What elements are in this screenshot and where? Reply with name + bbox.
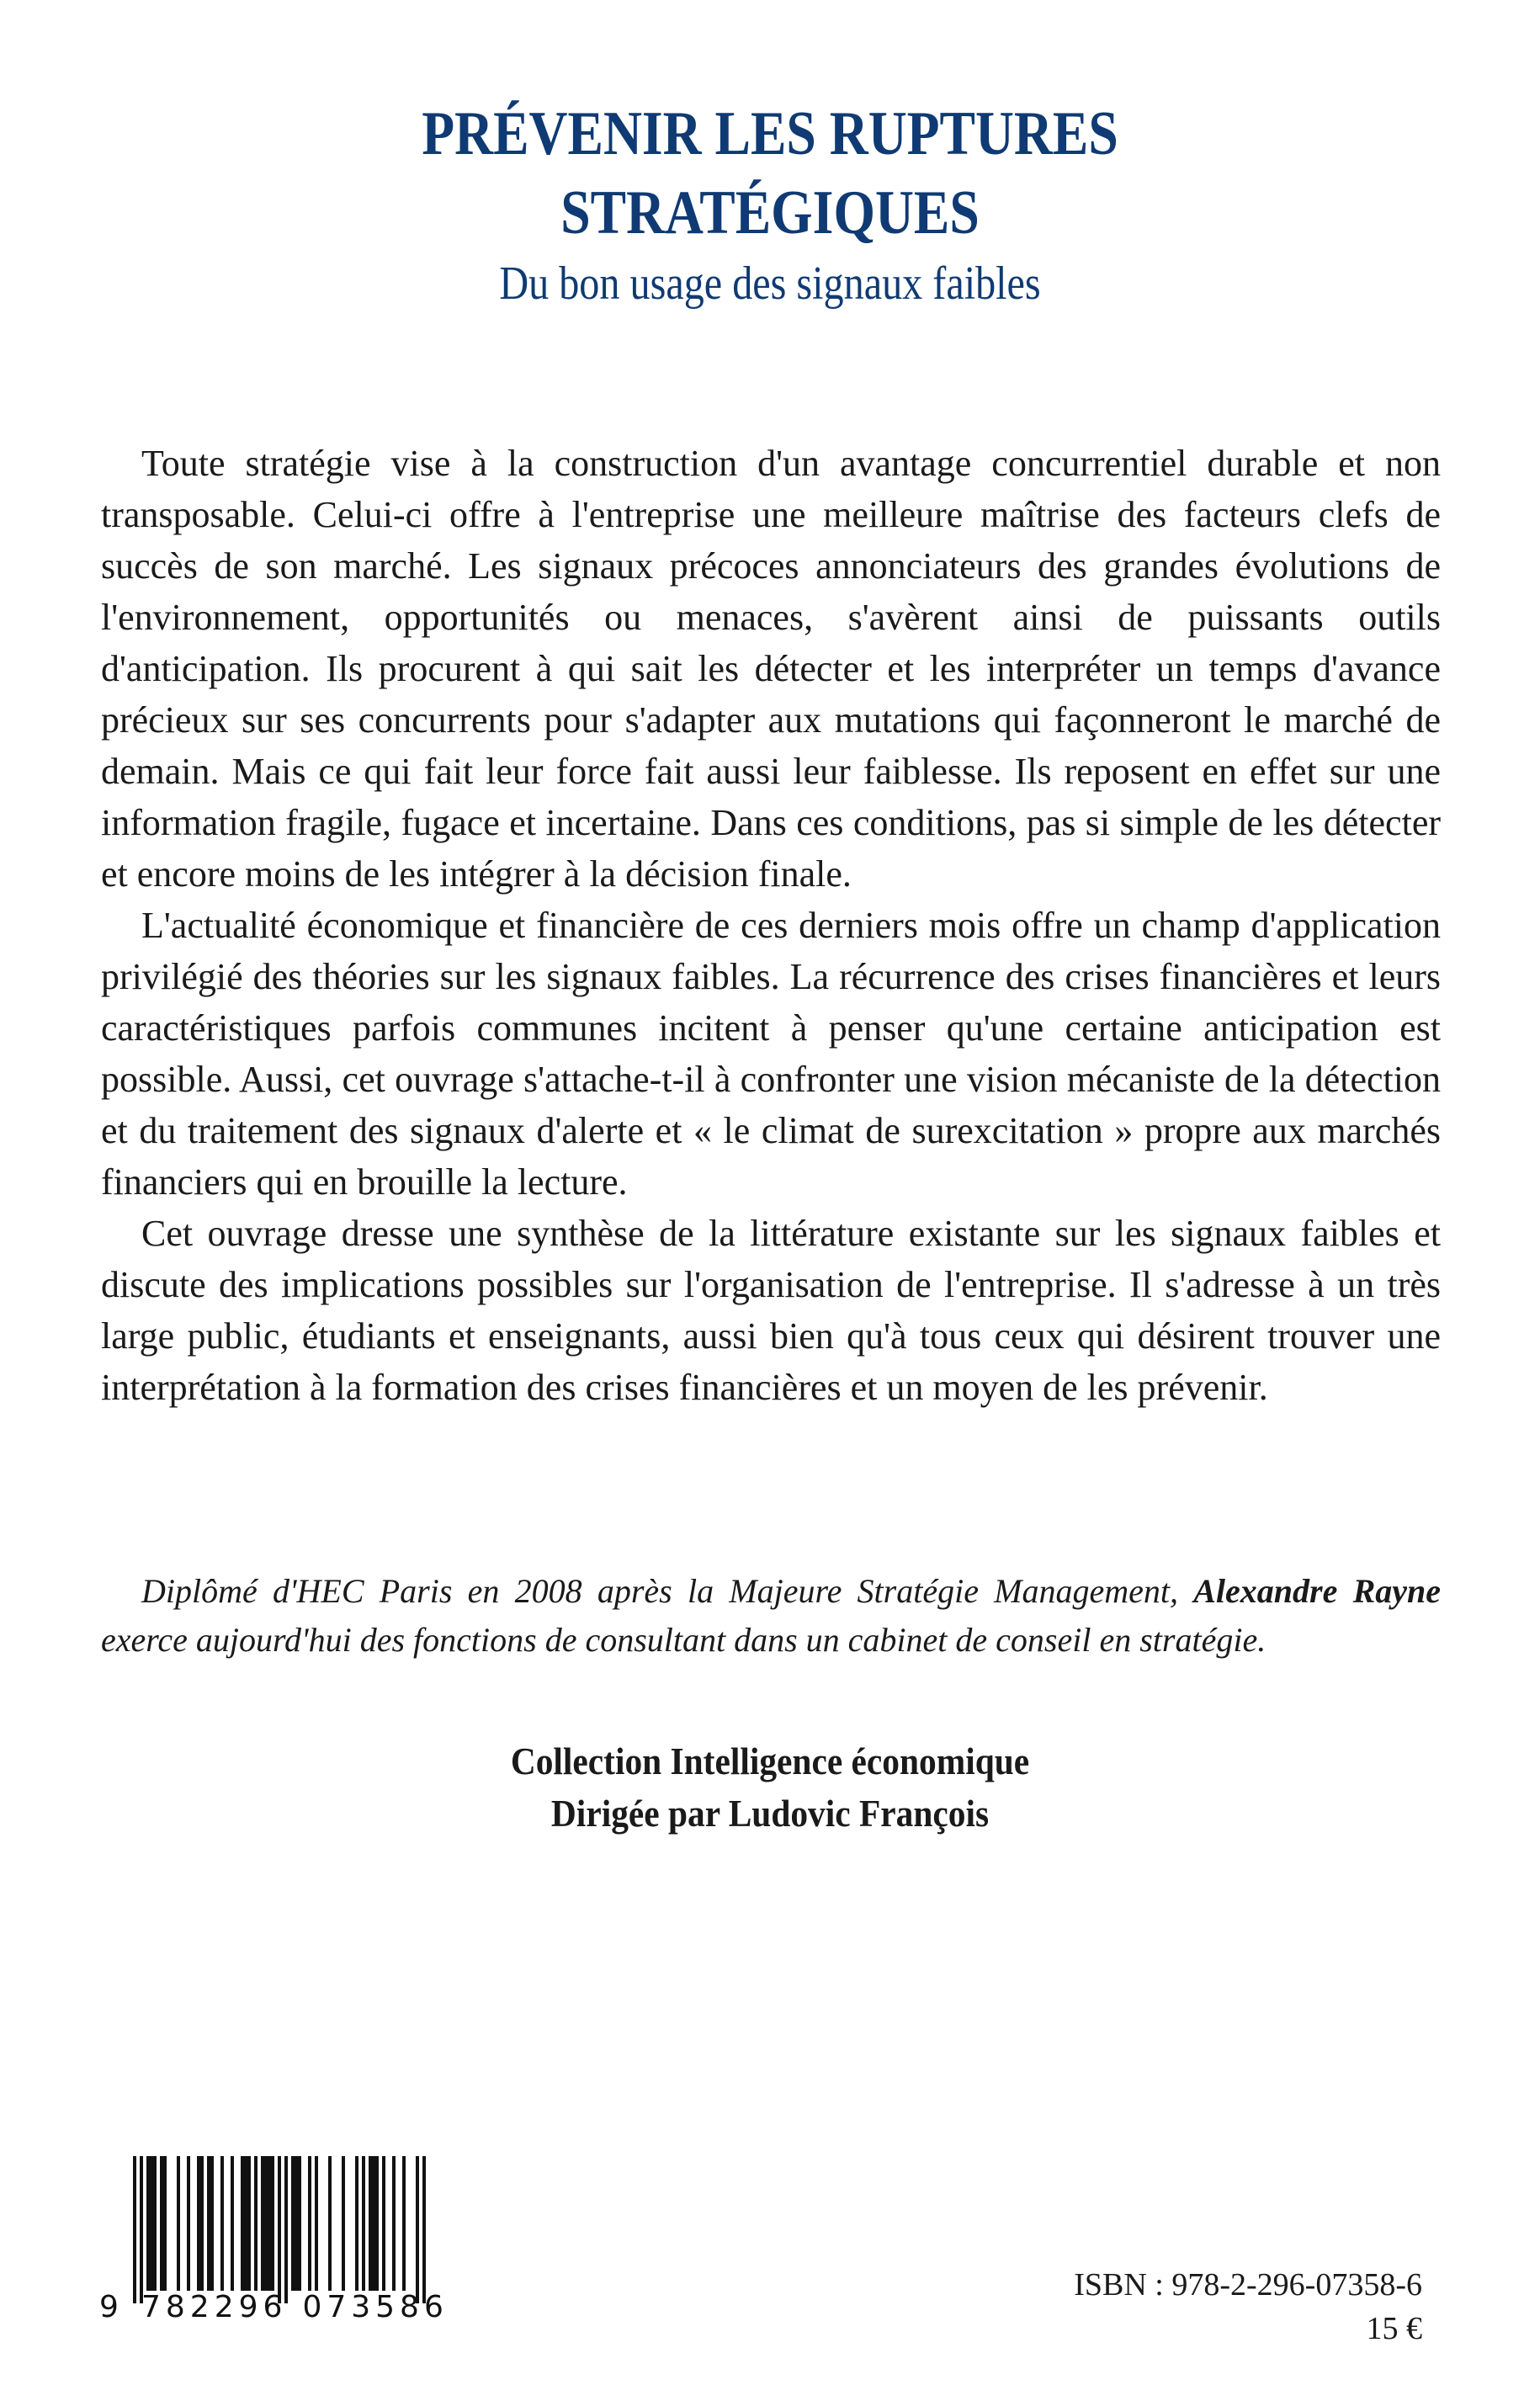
bio-text-after: exerce aujourd'hui des fonctions de consultant dans un cabinet de conseil en stratégie.	[101, 1621, 1267, 1659]
blurb-paragraph-3: Cet ouvrage dresse une synthèse de la littérature existante sur les signaux faibles et discute des implications possibles sur l'organisation de l'entreprise. Il s'adresse à un très large public, étudiants et enseignants, aussi bien qu'à tous ceux qui désirent trouver une interprétation à la formation des crises financières et un moyen de les prévenir.	[101, 1213, 1441, 1408]
collection-director: Dirigée par Ludovic François	[550, 1792, 990, 1835]
title-line-1: PRÉVENIR LES RUPTURES	[422, 99, 1118, 168]
barcode-digits	[99, 2291, 453, 2324]
bio-text-before: Diplômé d'HEC Paris en 2008 après la Majeure Stratégie Management,	[141, 1572, 1194, 1610]
book-title	[108, 94, 1432, 252]
book-subtitle: Du bon usage des signaux faibles	[499, 258, 1041, 310]
price: 15 €	[1366, 2311, 1422, 2346]
blurb-paragraph-2: L'actualité économique et financière de ces derniers mois offre un champ d'application privilégié des théories sur les signaux faibles. La récurrence des crises financières et leurs caractéristiques parfois communes incitent à penser qu'une certaine anticipation est possible. Aussi, cet ouvrage s'attache-t-il à confronter une vision mécaniste de la détection et du traitement des signaux d'alerte et « le climat de surexcitation » propre aux marchés financiers qui en brouille la lecture.	[101, 905, 1441, 1203]
author-bio-paragraph	[101, 1567, 1441, 1665]
blurb	[101, 438, 1441, 1413]
barcode-group-2: 073586	[302, 2290, 449, 2324]
barcode-lead-digit: 9	[99, 2290, 119, 2324]
collection-info	[77, 1735, 1463, 1840]
barcode-bars-icon	[133, 2156, 426, 2299]
barcode	[99, 2156, 453, 2324]
title-line-2: STRATÉGIQUES	[560, 178, 980, 247]
barcode-group-1: 782296	[141, 2290, 288, 2324]
blurb-paragraph-1: Toute stratégie vise à la construction d'un avantage concurrentiel durable et non transposable. Celui-ci offre à l'entreprise une meilleure maîtrise des facteurs clefs de succès de son marché. Les signaux précoces annonciateurs des grandes évolutions de l'environnement, opportunités ou menaces, s'avèrent ainsi de puissants outils d'anticipation. Ils procurent à qui sait les détecter et les interpréter un temps d'avance précieux sur ses concurrents pour s'adapter aux mutations qui façonneront le marché de demain. Mais ce qui fait leur force fait aussi leur faiblesse. Ils reposent en effet sur une information fragile, fugace et incertaine. Dans ces conditions, pas si simple de les détecter et encore moins de les intégrer à la décision finale.	[101, 443, 1441, 895]
author-bio	[101, 1567, 1441, 1665]
author-name: Alexandre Rayne	[1193, 1572, 1442, 1610]
isbn: ISBN : 978-2-296-07358-6	[1074, 2267, 1422, 2303]
collection-name: Collection Intelligence économique	[510, 1740, 1030, 1782]
